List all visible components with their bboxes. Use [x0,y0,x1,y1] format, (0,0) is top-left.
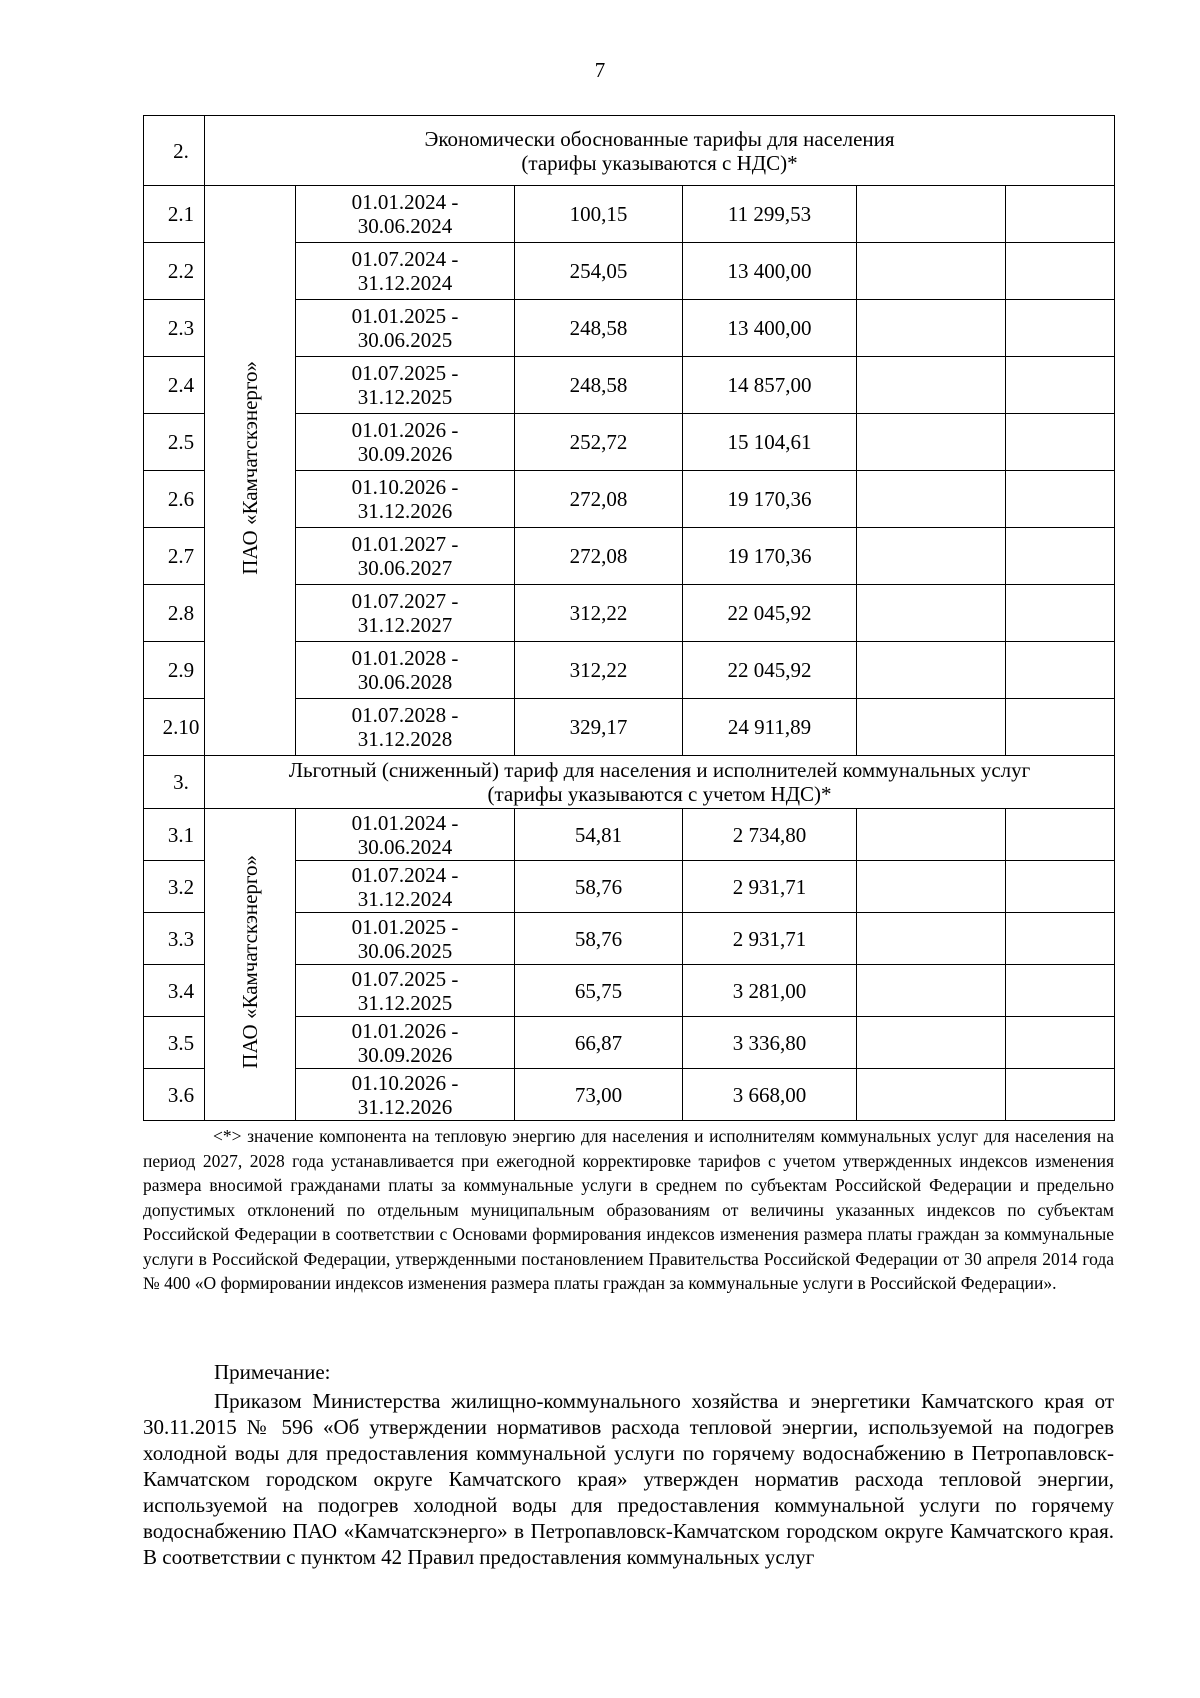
period-to: 31.12.2026 [357,1094,453,1119]
period-from: 01.07.2025 - [351,361,459,385]
row-number: 3.2 [144,861,205,913]
empty-cell [1006,809,1115,861]
organization-name: ПАО «Камчатскэнерго» [238,855,262,1069]
period-to: 30.06.2024 [357,214,453,238]
value-cell-1: 272,08 [515,528,683,585]
tariff-table [143,115,1115,1121]
row-number: 2.1 [144,186,205,243]
section3-title-line2: (тарифы указываются с учетом НДС)* [487,782,832,806]
period-cell [296,186,515,243]
period-to: 31.12.2025 [357,990,453,1015]
value-cell-2: 22 045,92 [683,585,857,642]
period-to: 30.06.2025 [357,938,453,963]
period-from: 01.10.2026 - [351,1070,459,1095]
row-number: 2.5 [144,414,205,471]
empty-cell [1006,243,1115,300]
row-number: 2.6 [144,471,205,528]
row-number: 2.10 [144,699,205,756]
table-row [144,186,1115,243]
period-to: 31.12.2026 [357,499,453,523]
period-cell [296,300,515,357]
empty-cell [1006,528,1115,585]
section2-title-line1: Экономически обоснованные тарифы для населения [424,126,895,151]
period-cell [296,809,515,861]
value-cell-2: 19 170,36 [683,528,857,585]
value-cell-2: 13 400,00 [683,300,857,357]
section2-title [205,116,1115,186]
period-cell [296,913,515,965]
row-number: 2.9 [144,642,205,699]
section2-header-row [144,116,1115,186]
period-to: 31.12.2027 [357,613,453,637]
value-cell-1: 252,72 [515,414,683,471]
empty-cell [857,1069,1006,1121]
value-cell-2: 2 931,71 [683,913,857,965]
empty-cell [857,471,1006,528]
section2-number: 2. [144,116,205,186]
empty-cell [1006,861,1115,913]
page-number: 7 [594,58,606,82]
period-cell [296,585,515,642]
value-cell-1: 58,76 [515,861,683,913]
section3-title [205,756,1115,809]
period-from: 01.10.2026 - [351,475,459,499]
period-to: 30.06.2027 [357,556,453,580]
empty-cell [1006,1017,1115,1069]
value-cell-1: 66,87 [515,1017,683,1069]
row-number: 2.4 [144,357,205,414]
period-cell [296,699,515,756]
empty-cell [857,809,1006,861]
value-cell-2: 11 299,53 [683,186,857,243]
period-cell [296,414,515,471]
empty-cell [857,528,1006,585]
footnote: <*> значение компонента на тепловую энергию для населения и исполнителям коммунальных услуг для населения на период 2027, 2028 года устанавливается при ежегодной корректировке тарифов с учетом утвержденных индексов изменения размера вносимой гражданами платы за коммунальные услуги в среднем по субъектам Российской Федерации и предельно допустимых отклонений по отдельным муниципальным образованиям от величины указанных индексов по субъектам Российской Федерации в соответствии с Основами формирования индексов изменения размера платы граждан за коммунальные услуги в Российской Федерации, утвержденными постановлением Правительства Российской Федерации от 30 апреля 2014 года № 400 «О формировании индексов изменения размера платы граждан за коммунальные услуги в Российской Федерации». [143,1126,1114,1293]
row-number: 2.3 [144,300,205,357]
value-cell-2: 3 668,00 [683,1069,857,1121]
period-to: 30.06.2025 [357,328,453,352]
period-to: 31.12.2024 [357,886,453,911]
empty-cell [1006,357,1115,414]
period-cell [296,528,515,585]
value-cell-2: 2 734,80 [683,809,857,861]
period-from: 01.07.2028 - [351,703,459,727]
period-cell [296,471,515,528]
period-cell [296,965,515,1017]
period-from: 01.07.2027 - [351,589,459,613]
row-number: 2.8 [144,585,205,642]
row-number: 3.1 [144,809,205,861]
empty-cell [1006,186,1115,243]
value-cell-1: 73,00 [515,1069,683,1121]
period-from: 01.01.2026 - [351,418,459,442]
value-cell-1: 254,05 [515,243,683,300]
empty-cell [857,699,1006,756]
period-cell [296,357,515,414]
value-cell-1: 312,22 [515,585,683,642]
value-cell-2: 22 045,92 [683,642,857,699]
empty-cell [857,861,1006,913]
period-from: 01.07.2024 - [351,862,459,887]
period-to: 30.09.2026 [357,442,453,466]
empty-cell [1006,965,1115,1017]
value-cell-2: 3 336,80 [683,1017,857,1069]
organization-name: ПАО «Камчатскэнерго» [238,361,262,575]
empty-cell [1006,300,1115,357]
empty-cell [857,414,1006,471]
value-cell-2: 15 104,61 [683,414,857,471]
row-number: 2.2 [144,243,205,300]
section3-number: 3. [144,756,205,809]
section2-organization [205,186,296,756]
row-number: 3.4 [144,965,205,1017]
empty-cell [1006,585,1115,642]
value-cell-2: 13 400,00 [683,243,857,300]
row-number: 3.5 [144,1017,205,1069]
period-from: 01.01.2026 - [351,1018,459,1043]
value-cell-1: 329,17 [515,699,683,756]
value-cell-2: 3 281,00 [683,965,857,1017]
empty-cell [1006,642,1115,699]
empty-cell [857,357,1006,414]
value-cell-1: 100,15 [515,186,683,243]
section3-header-row [144,756,1115,809]
empty-cell [1006,414,1115,471]
empty-cell [1006,471,1115,528]
period-from: 01.01.2024 - [351,810,459,835]
value-cell-1: 65,75 [515,965,683,1017]
value-cell-1: 248,58 [515,357,683,414]
period-to: 31.12.2028 [357,727,453,751]
period-cell [296,1069,515,1121]
period-from: 01.01.2027 - [351,532,459,556]
value-cell-1: 54,81 [515,809,683,861]
empty-cell [1006,1069,1115,1121]
section3-title-line1: Льготный (сниженный) тариф для населения и исполнителей коммунальных услуг [288,758,1031,782]
period-from: 01.01.2024 - [351,190,459,214]
period-to: 30.09.2026 [357,1042,453,1067]
value-cell-2: 19 170,36 [683,471,857,528]
value-cell-1: 272,08 [515,471,683,528]
period-cell [296,642,515,699]
period-from: 01.07.2025 - [351,966,459,991]
section2-title-line2: (тарифы указываются с НДС)* [521,150,798,175]
period-to: 30.06.2024 [357,834,453,859]
empty-cell [857,186,1006,243]
period-to: 31.12.2025 [357,385,453,409]
value-cell-2: 14 857,00 [683,357,857,414]
row-number: 2.7 [144,528,205,585]
note-body: Приказом Министерства жилищно-коммунального хозяйства и энергетики Камчатского края от 30.11.2015 № 596 «Об утверждении нормативов расхода тепловой энергии, используемой на подогрев холодной воды для предоставления коммунальной услуги по горячему водоснабжению в Петропавловск-Камчатском городском округе Камчатского края» утвержден норматив расхода тепловой энергии, используемой на подогрев холодной воды для предоставления коммунальной услуги по горячему водоснабжению ПАО «Камчатскэнерго» в Петропавловск-Камчатском городском округе Камчатского края. В соответствии с пунктом 42 Правил предоставления коммунальных услуг [143,1389,1114,1569]
empty-cell [857,243,1006,300]
empty-cell [1006,699,1115,756]
empty-cell [1006,913,1115,965]
period-cell [296,1017,515,1069]
value-cell-2: 24 911,89 [683,699,857,756]
row-number: 3.3 [144,913,205,965]
section3-organization [205,809,296,1121]
period-cell [296,243,515,300]
value-cell-2: 2 931,71 [683,861,857,913]
empty-cell [857,1017,1006,1069]
value-cell-1: 58,76 [515,913,683,965]
period-to: 31.12.2024 [357,271,453,295]
period-from: 01.01.2025 - [351,914,459,939]
empty-cell [857,913,1006,965]
empty-cell [857,300,1006,357]
empty-cell [857,585,1006,642]
value-cell-1: 248,58 [515,300,683,357]
period-cell [296,861,515,913]
empty-cell [857,642,1006,699]
period-to: 30.06.2028 [357,670,453,694]
empty-cell [857,965,1006,1017]
value-cell-1: 312,22 [515,642,683,699]
period-from: 01.01.2028 - [351,646,459,670]
period-from: 01.07.2024 - [351,247,459,271]
period-from: 01.01.2025 - [351,304,459,328]
row-number: 3.6 [144,1069,205,1121]
note-title: Примечание: [214,1360,331,1384]
table-row [144,809,1115,861]
